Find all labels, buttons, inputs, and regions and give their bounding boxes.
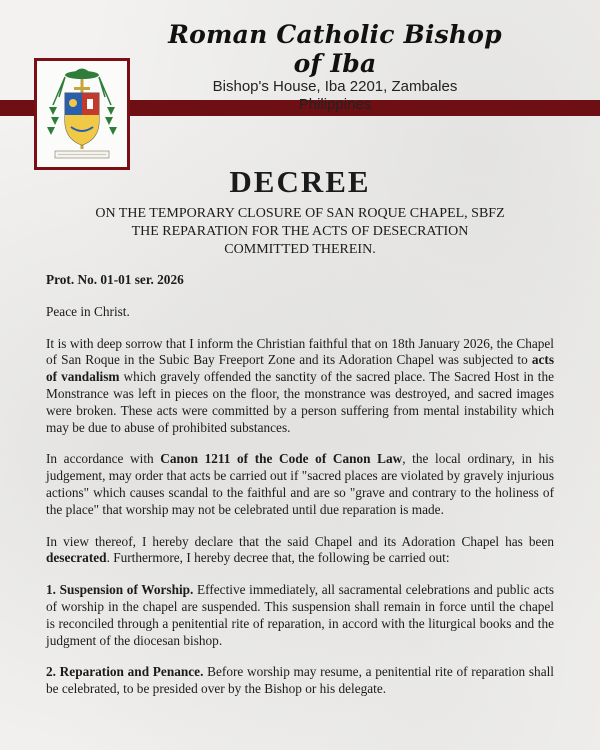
item-suspension: [46, 582, 554, 649]
bold-text: acts of vandalism: [46, 352, 554, 385]
bold-text: Canon 1211 of the Code of Canon Law: [160, 451, 403, 467]
paragraph-declaration: [46, 534, 554, 568]
paragraph-canon: [46, 451, 554, 518]
text-run: which gravely offended the sanctity of the sacred place. The Sacred Host in the Monstrance was left in pieces on the floor, the monstrance was destroyed, and sacred images were broken. These acts were committed by a person suffering from mental instability which may be due to abuse of prohibited substances.: [46, 369, 554, 435]
text-run: In view thereof, I hereby declare that the said Chapel and its Adoration Chapel has been: [46, 533, 554, 549]
item-heading: 1. Suspension of Worship.: [46, 582, 194, 598]
coat-of-arms-icon: [43, 65, 121, 165]
text-run: In accordance with: [46, 451, 161, 467]
decree-title: DECREE: [229, 164, 371, 199]
header: [160, 20, 510, 114]
text-run: It is with deep sorrow that I inform the Christian faithful that on 18th January 2026, the Chapel of San Roque in the Subic Bay Freeport Zone and its Adoration Chapel was subjected to: [46, 335, 554, 368]
item-text: Effective immediately, all sacramental celebrations and public acts of worship in the chapel are suspended. This suspension shall remain in force until the chapel is reconciled through a penitential rite of reparation, in accord with the liturgical books and the judgment of the diocesan bishop.: [46, 582, 554, 648]
item-reparation: [46, 664, 554, 698]
protocol-number: Prot. No. 01-01 ser. 2026: [46, 272, 184, 287]
decree-body: [46, 272, 554, 713]
text-run: , the local ordinary, in his judgement, may order that acts be carried out if "sacred places are violated by gravely injurious actions" which causes scandal to the faithful and are so "grave and contrary to the holiness of the place" that worship may not be celebrated until due reparation is made.: [46, 451, 554, 517]
greeting: Peace in Christ.: [46, 303, 130, 319]
bold-text: desecrated: [46, 550, 107, 566]
item-heading: 2. Reparation and Penance.: [46, 664, 204, 680]
address-line-2: Philippines: [298, 96, 372, 113]
paragraph-incident: [46, 336, 554, 437]
address-line-1: Bishop's House, Iba 2201, Zambales: [212, 78, 458, 95]
subtitle-line-1: ON THE TEMPORARY CLOSURE OF SAN ROQUE CHAPEL, SBFZ: [95, 206, 505, 221]
item-text: Before worship may resume, a penitential rite of reparation shall be celebrated, to be presided over by the Bishop or his delegate.: [46, 664, 554, 697]
crest-frame: [34, 58, 130, 170]
subtitle-line-3: COMMITTED THEREIN.: [224, 242, 376, 257]
subtitle-line-2: THE REPARATION FOR THE ACTS OF DESECRATION: [131, 224, 469, 239]
diocese-title: Roman Catholic Bishop of Iba: [168, 20, 502, 78]
decree-subtitle: [0, 205, 600, 259]
text-run: . Furthermore, I hereby decree that, the following be carried out:: [106, 550, 450, 566]
